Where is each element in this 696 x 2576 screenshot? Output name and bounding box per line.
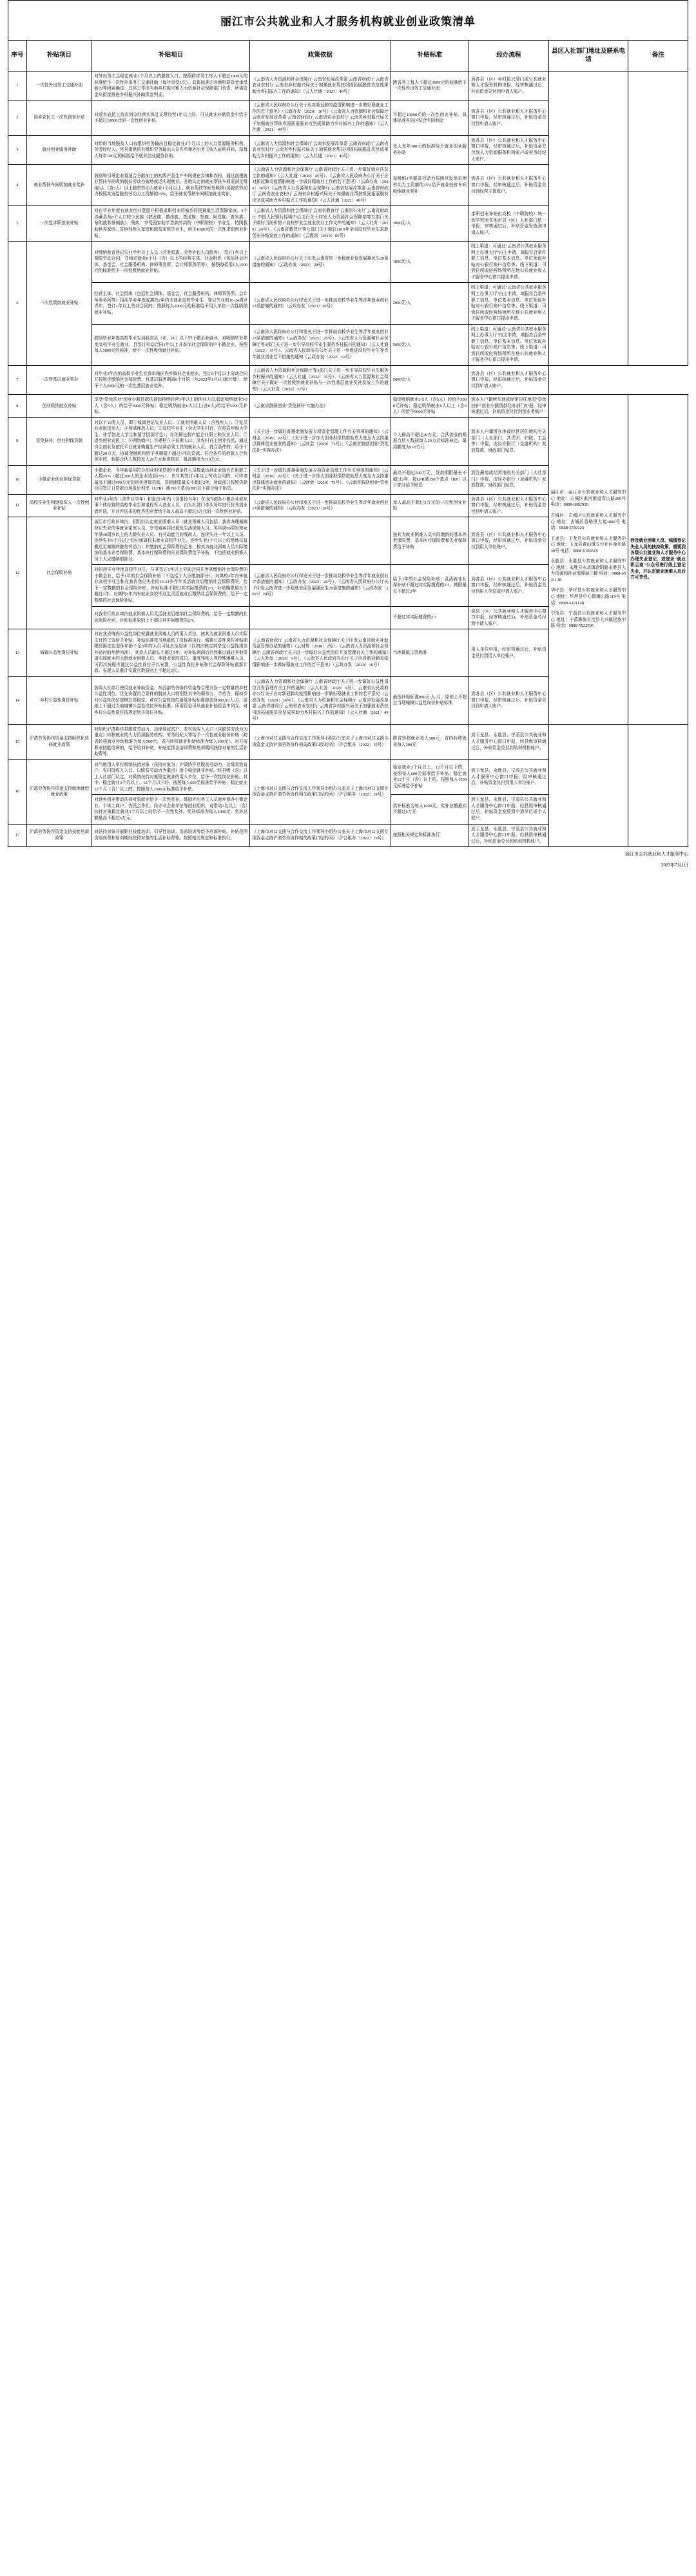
- row-seq: 7: [8, 365, 27, 394]
- contact-huaping: 华坪县：华坪县公共就业和人才服务中心 地址：华坪县中心镇狮山路319号 电话：0888-6121148: [550, 588, 626, 606]
- row-basis: 《云南省人力资源和社会保障厅 云南省财政厅关于进一步做好公益性岗位开发管理有关工作的通知》（云人社发〔2020〕9号）、云南省人民政府办公厅关于应对新冠肺炎疫情影响进一步做好稳就业工作的若干意见（云政办发〔2020〕36号）、《云南省人力资源和社会保障厅 云南省发展改革委 云南省财政厅 云南省农业农村厅 云南省乡村振兴局关于加强就业帮扶巩固拓展脱贫攻坚成果助力乡村振兴工作的通知》（云人社通〔2021〕49号）: [250, 677, 391, 725]
- row-basis: 《关于进一步做好普惠金融发展专项资金管理工作有关事项的通知》（云财金〔2019〕22号）、《关于进一步加大创业担保贷款贴息力度全力支持重点群体创业就业的通知》（云财金〔2020〕73号）、《云南省鼓励创业"贷免扶补"实施办法》: [250, 465, 391, 494]
- row-standard: 1000元/人: [391, 242, 469, 283]
- table-header-row: [8, 41, 688, 72]
- row-basis: [250, 606, 391, 629]
- row-seq: 17: [8, 824, 27, 847]
- row-basis: [250, 517, 391, 565]
- row-standard: 2000元/人: [391, 283, 469, 324]
- row-desc: 对外出务工且稳定就业3个月以上的脱贫人口，按照跨省务工每人不超过1000元的标准给予一次性外出务工交通补助（每年享受1次）。具体标准由各地根据资金承受能力等因素确定。具体工作由当地乡村振兴和人力资源社会保障部门负责，所需资金从衔接推进乡村振兴补助资金列支。: [92, 72, 250, 100]
- row-seq: 12: [8, 517, 27, 629]
- row-seq: 13: [8, 629, 27, 677]
- row-standard: 稳定吸纳就业3-5人（含5人）的给予3000元补贴；稳定吸纳就业6人以上（含6人）的给予5000元补贴: [391, 395, 469, 418]
- row-basis: 《云南省人民政府办公厅关于应对新冠肺炎疫情影响进一步做好稳就业工作的若干意见》（云政办发〔2020〕36号）《云南省人力资源和社会保障厅 云南省发展改革委 云南省财政厅 云南省农业农村厅 云南省乡村振兴局关于加强就业帮扶巩固拓展脱贫攻坚成果助力乡村振兴工作的通知》（云人社通〔2021〕49号）: [250, 100, 391, 136]
- row-desc: 对返乡农民工首次创办经营实体且正常经营1年以上的，可从就业补助资金中给予不超过10000元的一次性创业补贴。: [92, 100, 250, 136]
- row-basis: 《云南省人民政府办公厅关于印发云南省进一步稳就业促发展惠民生20条措施的通知》（云政办发〔2023〕28号）: [250, 242, 391, 283]
- row-basis: 《云南省人民政府办公厅印发关于进一步推动高校毕业生等青年就业创业17条措施的通知》（云政办发〔2023〕26号）: [250, 283, 391, 324]
- row-standard: 跨省转移就业每人500元；省内转移就业每人300元: [391, 724, 469, 759]
- row-standard: 按照相关规定和标准执行: [391, 824, 469, 847]
- row-seq: 10: [8, 465, 27, 494]
- row-standard: 个人最高不超过20万元，合伙创业的根据合伙人数按每人20万元标准核定，最高额度为110万元: [391, 417, 469, 465]
- row-standard: 5000元/人: [391, 365, 469, 394]
- contact-cell-a: [548, 72, 628, 366]
- contact-guchengqu: 古城区：古城区公共就业和人才服务中心 地址：古城区香格里大道1082号 电话：0888-5550123: [550, 513, 626, 531]
- contact-cell-b: [548, 395, 628, 725]
- row-standard: 1000元/人: [391, 206, 469, 242]
- row-seq: 15: [8, 724, 27, 759]
- table-header: [8, 41, 688, 72]
- row-desc: 对在毕业年度有就业创业意愿并积极求职创业的城乡居民最低生活保障家庭、3个涉藏县及8个人口较少民族（独龙族、德昂族、基诺族、怒族、阿昌族、普米族、布朗族和景颇族）、残疾、享受国家助学贷款的高校（中职院校）毕业生、特困救助供养家庭、贫困残疾人家庭和脱贫家庭毕业生，给予1000元的一次性求职创业补贴。: [92, 206, 250, 242]
- row-name: 乡村公益性岗位补贴: [26, 677, 92, 725]
- row-standard: 最低补贴标准800元/人/月，原则上不超过当地城镇公益性岗位补贴标准: [391, 677, 469, 725]
- row-process: 到县（区）公共就业和人才服务中心窗口申报，经审核通过后，补贴资金兑付到申请人账户。: [469, 606, 549, 629]
- contact-yongsheng: 永胜县：永胜县公共就业和人才服务中心 地址：永胜县永北镇沧阳路永胜县人力资源和社会保障局三楼 电话：0888-6521138: [550, 559, 626, 582]
- row-name: 高校毕业生和退役军人一次性创业补贴: [26, 494, 92, 517]
- title-band: [8, 0, 688, 40]
- table-body: [8, 72, 688, 847]
- row-process: 到各县（区）公共就业和人才服务中心窗口申报，经审核通过后，补贴资金兑付到人力资源服务机构账户或劳务经纪人账户。: [469, 135, 549, 164]
- row-name: 一次性外出务工交通补助: [26, 72, 92, 100]
- row-desc: 对在我省境内公益性岗位安置就业困难人员的用人单位，按其为就业困难人员实际支付的工资给予补贴，补贴标准按当地最低工资标准执行。城镇公益性岗位补贴期限除距法定退休年龄不足5年的人员可延长至退休（以初次核定其享受公益性岗位补贴时的年龄为准），其余人员最长不超过3年。对补贴期满后仍然难以通过其他渠道实现就业的大龄就业困难人员、零就业家庭成员、重度残疾人等特殊困难人员，可再次按程序通过公益性岗位予以安置，公益性岗位补贴和社会保险补贴重新计算。安置人员累计安置次数原则上不超过2次。: [92, 629, 250, 677]
- row-basis: 《上海市对口支援与合作交流工作领导小组办公室关于上海市对口支援专项资金支持沪滇劳务协作相关政策口径的函》（沪合组办〔2022〕19号）: [250, 724, 391, 759]
- footer-issuer: 丽江市公共就业和人才服务中心: [625, 852, 688, 857]
- row-process: 到玉龙县、永胜县、宁蒗县公共就业和人才服务中心窗口申报，经审核通过后，补贴资金兑付到用人单位账户。: [469, 759, 549, 795]
- col-header-contact: 县区人社部门地址及联系电话: [548, 41, 628, 72]
- row-standard: 跨省务工每人不超过1000元的标准给予一次性外出务工交通补助: [391, 72, 469, 100]
- row-process: 到玉龙县、永胜县、宁蒗县公共就业和人才服务中心窗口申报，经县级审核通过后，补贴资金兑付到培训机构账户。: [469, 824, 549, 847]
- row-standard: 奖补标准为每人1000元，奖补总额最高不超过5万元: [391, 795, 469, 824]
- row-process: 到本人户籍所在地或经常居住地的有关部门（人社部门、共青团、妇联、工会等）申报，由经办银行（金融机构）发放贷款，财政部门贴息。: [469, 417, 549, 465]
- row-process: 求职创业补贴由高校（中职院校）统一到学校所在地市县（区）人社部门统一申报，审核通过后，补贴资金发放到申请人账户。: [469, 206, 549, 242]
- page-title: 丽江市公共就业和人才服务机构就业创业政策清单: [220, 15, 476, 28]
- col-header-item: 补贴项目: [92, 41, 250, 72]
- row-process: 到玉龙县、永胜县、宁蒗县公共就业和人才服务中心窗口申报，经县级审核通过后，补贴资金发放到申请单位或个人账户。: [469, 795, 549, 824]
- table-row: [8, 72, 688, 100]
- row-process: 到玉龙县、永胜县、宁蒗县公共就业和人才服务中心窗口申报，经县级审核通过后，补贴资金兑付到培训机构账户。: [469, 724, 549, 759]
- row-standard: 每吸纳1名脱贫劳动力按照其发给贫困劳动力工资额的15%给予就业扶贫车间吸纳就业奖补: [391, 165, 469, 206]
- row-desc: 丽江市行政区域内，招用经认定就业困难人员（就业困难人员包括：我省办理城镇登记失业的零就业家庭人员、享受城乡居民最低生活保障人员、男年满50周岁和女年满40周岁以上的大龄失业人员、有劳动能力的残疾人、连续失业一年以上人员、连续失业6个月以上的应届离校未就业高校毕业生、连续失业3个月以上的易地扶贫搬迁至城镇的脱贫劳动力）并缴纳社会保险费的企业，按其为就业困难人员实际缴纳的基本养老保险费、基本医疗保险费和失业保险费给予补贴，不包括就业困难人员个人应缴纳的部分。: [92, 517, 250, 565]
- row-seq: 14: [8, 677, 27, 725]
- row-basis: 《云南省人力资源和社会保障厅等3部门关于进一步引导高校毕业生服务乡村振兴的通知》（云人社通〔2022〕35号）、《云南省人力资源和社会保障厅关于做好一次性吸纳就业补贴与一次性基层就业奖补发放工作的通知》（云人社发〔2023〕32号）: [250, 365, 391, 394]
- remark-cell-a: [628, 72, 688, 366]
- row-desc: 对吸纳我省登记失业半年以上人员（劳务派遣、劳务外包人员除外），签订1年以上期限劳动合同，并稳定就业6个月（含）以上的经营主体、社会组织（包括社会团体、基金会、社会服务机构、律师事务所、会计师事务所等），按照每招用1人1000元的标准给予一次性吸纳就业补贴。: [92, 242, 250, 283]
- row-process: 到各县（区）公共就业和人才服务中心窗口申报，经审核通过后，补贴资金兑付到申请人账户。: [469, 365, 549, 394]
- row-process: 线上渠道：可通过"云南省公共就业服务网上办事大厅"自主申请，填报符合条件职工信息、单位基本信息、单位领取补贴对公银行账户信息等。线下渠道：可到住所或经营场所所在地公共就业和人才服务中心窗口提出申请。: [469, 324, 549, 365]
- row-process: 到各县（区）公共就业和人才服务中心窗口申报，经审核通过后，补贴资金兑付到经营主体账户。: [469, 165, 549, 206]
- row-standard: 按其为就业困难人员实际缴纳的基本养老保险费、基本医疗保险费和失业保险费给予补贴: [391, 517, 469, 565]
- col-header-category: 补贴项目: [26, 41, 92, 72]
- row-name: 贷免扶补、创业担保贷款: [26, 417, 92, 465]
- row-desc: 对返乡创业带动扶持对象就业给予一次性奖补。鼓励外出务工人员返乡创办小微企业、个体工商户、农民合作社、民办非企业单位等创业组织，对带动3名以上（含）扶持对象稳定就业3个月以上的给予一次性奖补。奖补标准为每人1000元，奖补总额最高不超过5万元。: [92, 795, 250, 824]
- row-process: 到各县（区）公共就业和人才服务中心窗口申报，经审核通过后，补贴资金兑付到申请人账户。: [469, 100, 549, 136]
- row-process: 用人单位申报，经审核通过后，补贴资金兑付到用人单位账户。: [469, 629, 549, 677]
- contact-yulong: 玉龙县：玉龙县公共就业和人才服务中心 地址：玉龙县黄山镇五台社区金川路30号 电话：0888-5106519: [550, 536, 626, 553]
- row-basis: 《上海市对口支援与合作交流工作领导小组办公室关于上海市对口支援专项资金支持沪滇劳务协作相关政策口径的函》（沪合组办〔2022〕19号）: [250, 759, 391, 824]
- row-standard: 最高不超过500万元，贷款期限最长不超过2年，按LPR减150个基点（BP）以下部分给予贴息: [391, 465, 469, 494]
- row-standard: 每人每年100元的标准给予就业创业服务补助: [391, 135, 469, 164]
- table-row: [8, 395, 688, 418]
- footer-date: 2023年7月1日: [661, 862, 688, 868]
- row-desc: 对组织沪滇协作县脱贫劳动力、边缘易致贫户、农村低收入人口（以脱贫劳动力为重点）转移就业的人力资源服务机构、劳务经纪人等给予一次性就业服务补助（跨省转移就业补助标准为每人500元；省内转移就业补助标准为每人300元）。对开展职业技能培训的，给予培训补贴，补贴范围含培训费和培训期间扶持对象的生活补助费等。: [92, 724, 250, 759]
- row-name: 创业吸纳就业补贴: [26, 395, 92, 418]
- row-name: 一次性吸纳就业补贴: [26, 242, 92, 366]
- row-standard: 稳定就业3个月以上、12个月以下的，按照每人600元标准给予补贴；稳定就业12个月（含）以上的，按照每人1500元标准给予补贴: [391, 759, 469, 795]
- row-standard: 当地最低工资标准: [391, 629, 469, 677]
- col-header-standard: 补贴标准: [391, 41, 469, 72]
- row-seq: 11: [8, 494, 27, 517]
- row-desc: 鼓励和引导企业将适合分散加工的初级产品生产车间建在乡镇和农村，通过创建就业帮扶车间吸纳脱贫劳动力就地就近实现就业。各地认定的就业帮扶车间需满足吸纳5人（含5人）以上脱贫劳动力就业1个月以上。就业帮扶车间每吸纳1名脱贫劳动力按照其发给脱贫劳动力工资额的15%，给予就业帮扶车间吸纳就业奖补。: [92, 165, 250, 206]
- row-process: 到各县（区）乡村振兴部门或公共就业和人才服务机构申报，经审核通过后，补贴资金兑付到申请人账户。: [469, 72, 549, 100]
- row-basis: 《上海市对口支援与合作交流工作领导小组办公室关于上海市对口支援专项资金支持沪滇劳务协作相关政策口径的函》（沪合组办〔2022〕19号）: [250, 824, 391, 847]
- row-basis: 《关于进一步做好普惠金融发展专项资金管理工作有关事项的通知》（云财金〔2019〕22号）、《关于进一步加大创业担保贷款贴息力度全力支持重点群体创业就业的通知》（云财金〔2020〕73号）、《云南省鼓励创业"贷免扶补"实施办法》: [250, 417, 391, 465]
- row-standard: 给予1年的社会保险补贴；灵活就业社保补贴不超过其实际缴费的2/3，期限最长不超过2年: [391, 565, 469, 606]
- col-header-process: 经办流程: [469, 41, 549, 72]
- row-process: 到各县（区）公共就业和人才服务中心窗口申报，经审核通过后，补贴资金兑付到用人单位或申请人账户。: [469, 565, 549, 606]
- row-desc: 对我省行政区域内就业困难人员灵活就业后缴纳社会保险费的，给予一定数额的社会保险补贴，补贴标准原则上不超过其实际缴费的2/3。: [92, 606, 250, 629]
- col-header-seq: 序号: [8, 41, 27, 72]
- row-basis: 《云南省财政厅 云南省人力资源和社会保障厅关于印发云南省就业补助资金管理办法的通知》（云财规〔2018〕2号）、《云南省人力资源和社会保障厅 云南省财政厅关于进一步做好公益性岗位开发管理有关工作的通知》（云人社发〔2020〕9号）、《云南省人民政府办公厅关于应对新冠肺炎疫情影响进一步做好稳就业工作的若干意见》（云政办发〔2020〕36号）: [250, 629, 391, 677]
- row-desc: 对当地用人单位吸纳扶持对象（扶持对象为：沪滇协作县脱贫劳动力、边缘易致贫户、农村低收入人口、以脱贫劳动力为重点）给予稳定就业补贴。经县级（含）以上人社部门认定，对吸纳扶持对象稳定就业的用人单位，给予一次性岗位补贴。其中，稳定就业3个月以上、12个月以下的，按照每人600元标准给予补贴；稳定就业12个月（含）以上的，按照每人1500元标准给予补贴。: [92, 759, 250, 795]
- row-seq: 4: [8, 165, 27, 206]
- row-desc: 经营主体、社会组织（包括社会团体、基金会、社会服务机构、律师事务所、会计师事务所等）招用毕业年度或离校2年内未就业高校毕业生、登记失业的16-24周岁青年，签订1年以上劳动合同的，按照每人2000元的标准给予用人单位一次性吸纳就业补贴。: [92, 283, 250, 324]
- row-basis: 《云南省鼓励创业"贷免扶补"实施办法》: [250, 395, 391, 418]
- row-name: 返乡农民工一次性创业补贴: [26, 100, 92, 136]
- row-desc: 对毕业3年内（含毕业学年）和退役3年内（含退役当年）在市内创办小微企业或从事个体经营的高校毕业生和退役军人创业人员，由人社部门牵头每年进行优秀创业者评选，并对评选出的优秀创业者给予每人最高不超过3万元的一次性创业补贴。: [92, 494, 250, 517]
- row-name: 沪滇劳务协作资金支持就地就近就业政策: [26, 759, 92, 824]
- row-basis: 《云南省人力资源和社会保障厅 云南省发展改革委 云南省财政厅 云南省农业农村厅 云南省乡村振兴局关于加强就业帮扶巩固拓展脱贫攻坚成果助力乡村振兴工作的通知》（云人社通〔2021〕49号）: [250, 72, 391, 100]
- row-seq: 9: [8, 417, 27, 465]
- row-name: 一次性求职创业补贴: [26, 206, 92, 242]
- row-process: 到各县（区）公共就业和人才服务中心窗口申报，经审核通过后，补贴资金兑付到用人单位账户。: [469, 517, 549, 565]
- row-process: 到本人户籍所在地或经常居住地的"贷免扶补"创业小额贷款经办部门申报，经审核通过后，补贴资金兑付到创业者账户: [469, 395, 549, 418]
- row-basis: 《云南省人力资源和社会保障厅 云南省教育厅 云南省公安厅 云南省财政厅 中国人民银行昆明中心支行关于转发人力资源社会保障部等五部门关于做好当前形势下高校毕业生就业创业工作文件的通知》（云人社发〔2019〕24号）、《云南省教育厅等七部门关于做好2019年全省高校毕业生求职创业补贴发放工作的通知》（云教函〔2019〕85号）: [250, 206, 391, 242]
- contact-lijiang: 丽江市：丽江市公共就业和人才服务中心 地址：古城区束河街道雪山路200号 电话：0888-8882928: [550, 490, 626, 508]
- col-header-remark: 备注: [628, 41, 688, 72]
- row-seq: 8: [8, 395, 27, 418]
- row-standard: 5000元/人: [391, 324, 469, 365]
- row-desc: 对组织当地脱贫人口有组织劳务输出且稳定就业3个月以上的人力资源服务机构、劳务经纪人，凭其提供的有组织劳务输出人员名单和外出务工收入证明材料，按每人每年100元的标准给予就业创业服务补助。: [92, 135, 250, 164]
- row-desc: 对毕业3年内的高校毕业生在我市辖区内乡镇村企业就业、签订6个月以上劳动合同并按规定缴纳社会保险费、且基层服务期满6个月的（从2022年1月1日起计算），给予个人5000元的一次性基层就业奖补。: [92, 365, 250, 394]
- col-header-basis: 政策依据: [250, 41, 391, 72]
- table-row: [8, 724, 688, 759]
- row-standard: 不超过其实际缴费的2/3: [391, 606, 469, 629]
- row-name: 沪滇劳务协作资金支持技能培训政策: [26, 824, 92, 847]
- row-desc: 对招用毕业年度高校毕业生，与其签订1年以上劳动合同并为其缴纳社会保险费的小微企业，给予1年的社会保险补贴（不包括个人应缴纳部分）；对离校2年内未就业高校毕业生和在我省登记失业的16-24岁青年灵活就业后缴纳社会保险费的，给予一定数额的社会保险补贴，补贴标准不超过其实际缴费的2/3，补贴期限最长不超过2年。对离校2年内未就业高校毕业生灵活就业后缴纳社会保险费的，给予一定数额的社会保险补贴。: [92, 565, 250, 606]
- contact-ninglang: 宁蒗县：宁蒗县公共就业和人才服务中心 地址：宁蒗彝族自治县大兴镇民族中路 电话：0888-5522596: [550, 611, 626, 629]
- row-seq: 1: [8, 72, 27, 100]
- remark-cell-c: [628, 724, 688, 846]
- row-desc: 鼓励毕业年度高校毕业生到我省县（市、区）以下中小微企业就业，对吸纳毕业年度高校毕业生就业、且签订劳动合同1年以上并参加社会保险的中小微企业，按照每人5000元的标准，给予一次性吸纳就业补贴。: [92, 324, 250, 365]
- contact-cell-c: [548, 724, 628, 846]
- row-name: 就业创业服务补助: [26, 135, 92, 164]
- row-basis: 《云南省人民政府办公厅印发关于进一步推动高校毕业生等青年就业创业17条措施的通知》（云政办发〔2023〕26号）、《云南省人民政府办公厅关于印发云南省进一步稳就业促发展惠民生20条措施的通知》（云政办发〔2023〕28号）: [250, 565, 391, 606]
- row-name: 一次性基层就业奖补: [26, 365, 92, 394]
- row-process: 到注册地或经营地的有关部门（人社部门）申报，由经办银行（金融机构）发放贷款，财政部门贴息。: [469, 465, 549, 494]
- row-standard: 每人最高不超过3万元的一次性创业补贴: [391, 494, 469, 517]
- row-basis: 《云南省人民政府办公厅印发关于进一步推动高校毕业生等青年就业创业17条措施的通知》（云政办发〔2023〕26号）、《云南省人力资源和社会保障厅等3部门关于进一步引导高校毕业生服务乡村振兴的通知》（云人社通〔2022〕35号）、云南省人民政府办公厅关于进一步促进高校毕业生等青年就业创业若干措施的通知（云政办发〔2022〕64号）: [250, 324, 391, 365]
- policy-table: [8, 40, 688, 847]
- row-desc: 享受"贷免扶补"创业小额贷款扶持起持续经营1年以上的创业人员,稳定吸纳就业3-5人（含5人）的给予3000元补贴；稳定吸纳就业6人以上(含6人)的给予5000元补贴。: [92, 395, 250, 418]
- row-standard: 不超过10000元的一次性创业补贴。具体标准各县区结合实际制定: [391, 100, 469, 136]
- row-name: 社会保险补贴: [26, 517, 92, 629]
- row-basis: 《云南省人民政府办公厅印发关于进一步推动高校毕业生等青年就业创业17条措施的通知》（云政办发〔2023〕26号）: [250, 494, 391, 517]
- row-desc: 对以下10类人员，即①城镇登记失业人员；②就业困难人员（含残疾人）；③复员转业退役军人；④刑满释放人员；⑤高校毕业生（含大学生村官、在校高年级大学生、休学创业大学生和留学回国学生）；⑥化解过剩产能企业职工和失业人员；⑦返乡创业农民工；⑧网络商户；⑨建档立卡贫困人口；⑩农村自主创业农民，通过自主创业及依托平台就业购置生产经营必须工具的就业人员。符合条件的，给予不超过20万元，协调金融机构给予其期限不超过3年的贷款。符合条件的借款人合伙创业的，根据合伙人数按每人20万元标准核定，最高额度为110万元。: [92, 417, 250, 465]
- row-basis: 《云南省人力资源和社会保障厅 云南省发展改革委 云南省财政厅 云南省农业农村厅 云南省乡村振兴局关于加强就业帮扶巩固拓展脱贫攻坚成果助力乡村振兴工作的通知》（云人社通〔2021〕49号）: [250, 135, 391, 164]
- row-name: 就业帮扶车间吸纳就业奖补: [26, 165, 92, 206]
- row-seq: 6: [8, 242, 27, 366]
- remark-text: 涉及就业困难人员、城镇登记失业人员的扶持政策，需要到各级公共就业和人才服务中心办理失业登记，或登录"就业彩云南"公众号进行线上登记失业，并认定就业困难人员后方可享受。: [630, 539, 686, 580]
- row-process: 到各县（区）公共就业和人才服务中心窗口申报，经审核通过后，补贴资金兑付到申请人账户。: [469, 494, 549, 517]
- row-desc: 各级人社部门使用就业补助资金、东西部劳务协作资金等合理开发一定数量的乡村公益性岗位。优先安置符合条件的脱贫人口特别是其中的弱劳力、半劳力，保持乡村公益性岗位规模总体稳定。乡村公益性岗位最低补贴标准提高到800元/人/月，原则上不超过当地城镇公益性岗位补贴标准，所需资金可从就业补助资金中列支。对乡村公益性岗位按规定给予岗位补贴。: [92, 677, 250, 725]
- row-seq: 16: [8, 759, 27, 824]
- row-name: 沪滇劳务协作资金支持组织化转移就业政策: [26, 724, 92, 759]
- row-seq: 5: [8, 206, 27, 242]
- row-seq: 2: [8, 100, 27, 136]
- row-name: 城镇公益性岗位补贴: [26, 629, 92, 677]
- row-desc: 小微企业，当年新招用符合创业担保贷款申请条件人员数量达到企业现有在职职工人数25%（超过100人的企业达到15%）、并与其签订1年以上劳动合同的，可申请最高不超过500万元的创业担保贷款，贷款期限最长不超过2年，财政部门按照贷款合同签订日贷款市场报价利率（LPR）减150个基点(BP)以下部分给予贴息。: [92, 465, 250, 494]
- row-desc: 对扶持对象开展职业技能培训、引导性培训、岗前培训等给予培训补贴。补贴范围含培训费和培训期间扶持对象的生活补助费等。按照相关规定和标准执行。: [92, 824, 250, 847]
- row-basis: 《云南省人力资源和社会保障厅 云南省财政厅关于进一步做好就业扶贫工作的通知》（云人社通〔2020〕45号）、《云南省人民政府办公厅关于应对新冠肺炎疫情影响进一步做好稳就业工作的若干意见》（云政办发〔2020〕36号）《云南省人力资源和社会保障厅 云南省发展改革委 云南省财政厅 云南省农业农村厅 云南省乡村振兴局关于加强就业帮扶巩固拓展脱贫攻坚成果助力乡村振兴工作的通知》（云人社通〔2021〕49号）: [250, 165, 391, 206]
- row-process: 线上渠道：可通过"云南省公共就业服务网上办事大厅"自主申请，填报符合条件职工信息、单位基本信息、单位领取补贴对公银行账户信息等。线下渠道：可到住所或经营场所所在地公共就业和人才服务中心窗口提出申请。: [469, 283, 549, 324]
- row-process: 线上渠道：可通过"云南省公共就业服务网上办事大厅"自主申请，填报符合条件职工信息、单位基本信息、单位领取补贴对公银行账户信息等。线下渠道：可到住所或经营场所所在地公共就业和人才服务中心窗口提出申请。: [469, 242, 549, 283]
- row-seq: 3: [8, 135, 27, 164]
- table-row: [8, 365, 688, 394]
- remark-cell-b: [628, 395, 688, 725]
- row-name: 小微企业创业担保贷款: [26, 465, 92, 494]
- row-process: 到各县（区）公共就业和人才服务中心窗口申报，经审核通过后，补贴资金兑付到申请人账户。: [469, 677, 549, 725]
